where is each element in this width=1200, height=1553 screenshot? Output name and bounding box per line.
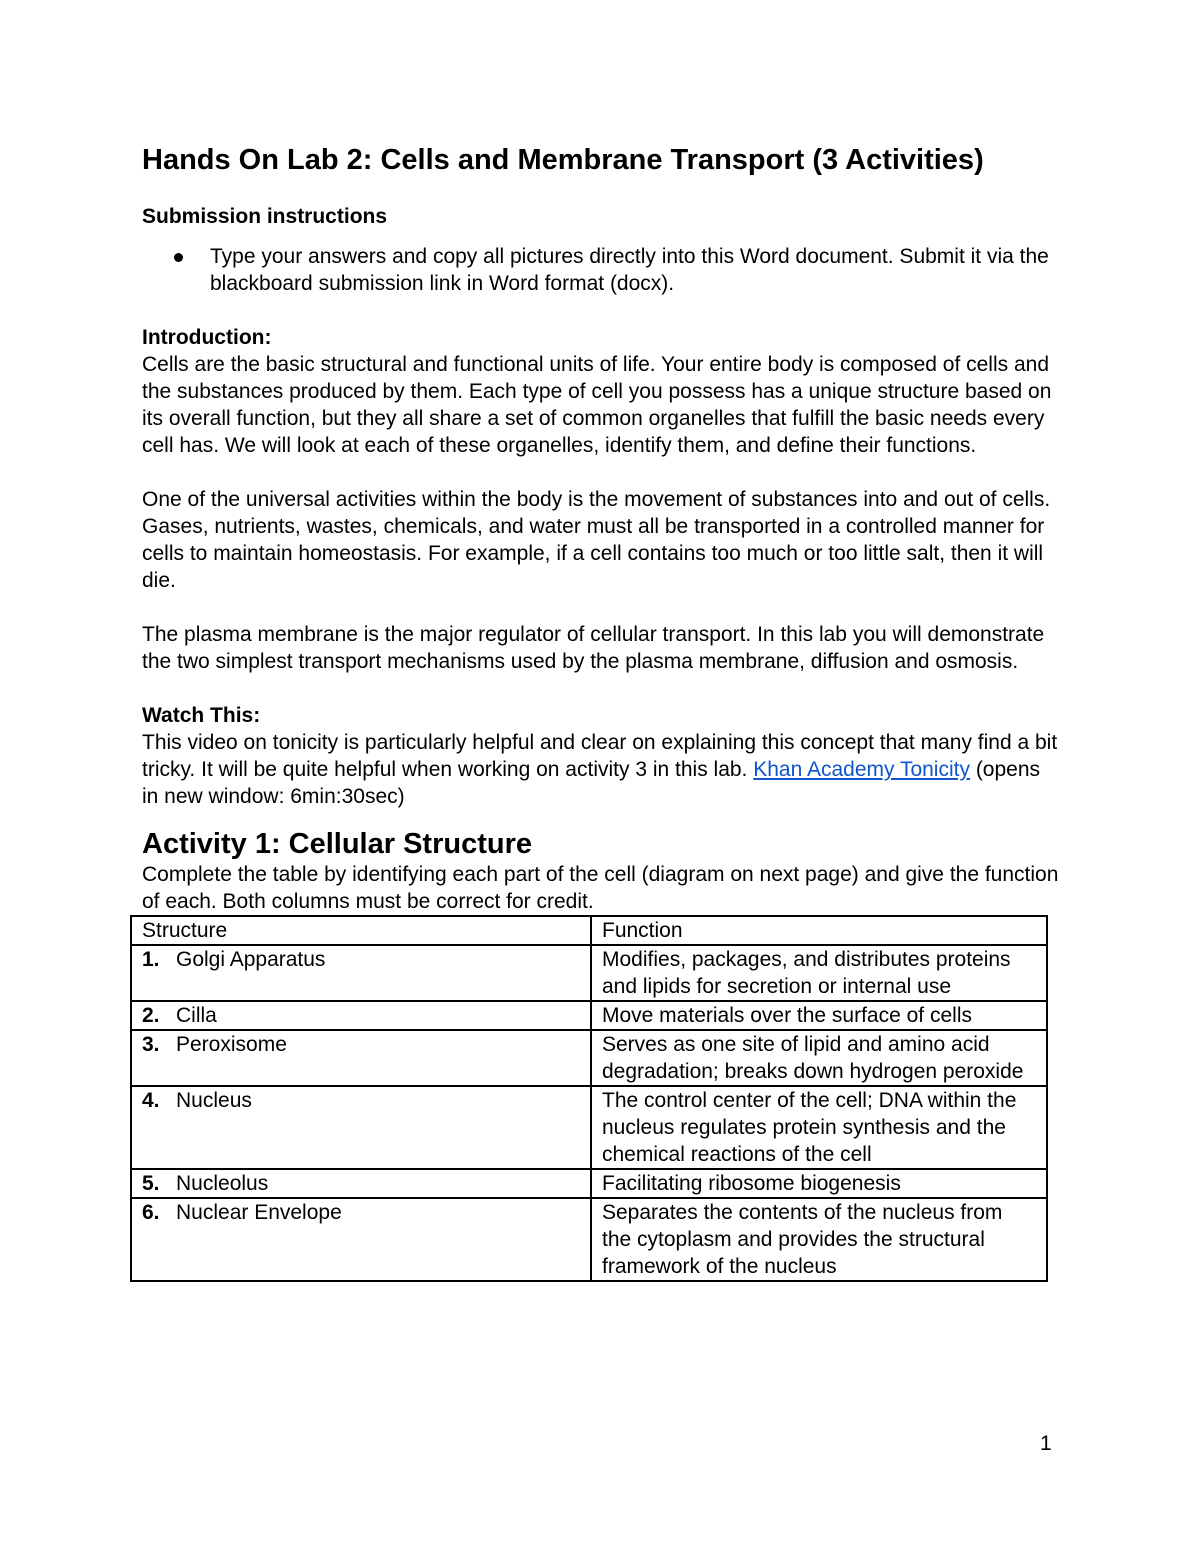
intro-paragraph-3: The plasma membrane is the major regulator of cellular transport. In this lab you will demonstrate the two simplest transport mechanisms used by the plasma membrane, diffusion and osmosis. (142, 623, 1045, 673)
table-row (131, 1001, 1047, 1030)
structure-cell[interactable]: 3. Peroxisome (131, 1030, 591, 1086)
row-number: 4. (142, 1089, 160, 1112)
row-number: 6. (142, 1201, 160, 1224)
structure-cell[interactable]: 4. Nucleus (131, 1086, 591, 1169)
function-cell[interactable]: Move materials over the surface of cells (591, 1001, 1047, 1030)
row-number: 3. (142, 1033, 160, 1056)
column-header-function: Function (591, 916, 1047, 945)
activity1-heading: Activity 1: Cellular Structure (142, 828, 532, 860)
introduction-heading: Introduction: (142, 326, 272, 349)
structure-cell[interactable]: 5. Nucleolus (131, 1169, 591, 1198)
function-cell[interactable]: The control center of the cell; DNA within the nucleus regulates protein synthesis and the chemical reactions of the cell (591, 1086, 1047, 1169)
table-row (131, 945, 1047, 1001)
structure-cell[interactable]: 6. Nuclear Envelope (131, 1198, 591, 1281)
function-cell[interactable]: Separates the contents of the nucleus from the cytoplasm and provides the structural framework of the nucleus (591, 1198, 1047, 1281)
table-row (131, 1169, 1047, 1198)
bullet-icon (174, 253, 183, 262)
row-number: 1. (142, 948, 160, 971)
row-number: 5. (142, 1172, 160, 1195)
table-row (131, 1198, 1047, 1281)
page-number: 1 (1040, 1432, 1052, 1455)
table-row (131, 1086, 1047, 1169)
intro-paragraph-1: Cells are the basic structural and functional units of life. Your entire body is composed of cells and the substances produced by them. Each type of cell you possess has a unique structure based on its overall function, but they all share a set of common organelles that fulfill the basic needs every cell has. We will look at each of these organelles, identify them, and define their functions. (142, 353, 1052, 457)
function-cell[interactable]: Facilitating ribosome biogenesis (591, 1169, 1047, 1198)
submission-item: Type your answers and copy all pictures directly into this Word document. Submit it via the blackboard submission link in Word format (docx). (142, 243, 1062, 297)
khan-academy-link[interactable]: Khan Academy Tonicity (753, 758, 970, 781)
structure-cell[interactable]: 2. Cilla (131, 1001, 591, 1030)
watch-heading: Watch This: (142, 704, 261, 727)
document-page (142, 140, 1062, 1282)
column-header-structure: Structure (131, 916, 591, 945)
submission-list (142, 243, 1062, 297)
table-header-row (131, 916, 1047, 945)
function-cell[interactable]: Serves as one site of lipid and amino acid degradation; breaks down hydrogen peroxide (591, 1030, 1047, 1086)
submission-heading: Submission instructions (142, 205, 388, 228)
structure-cell[interactable]: 1. Golgi Apparatus (131, 945, 591, 1001)
table-row (131, 1030, 1047, 1086)
function-cell[interactable]: Modifies, packages, and distributes proteins and lipids for secretion or internal use (591, 945, 1047, 1001)
row-number: 2. (142, 1004, 160, 1027)
watch-paragraph: This video on tonicity is particularly helpful and clear on explaining this concept that many find a bit tricky. It will be quite helpful when working on activity 3 in this lab. Khan Academy Tonicity (opens in new window: 6min:30sec) (142, 731, 1058, 808)
intro-paragraph-2: One of the universal activities within the body is the movement of substances into and out of cells. Gases, nutrients, wastes, chemicals, and water must all be transported in a controlled manner for cells to maintain homeostasis. For example, if a cell contains too much or too little salt, then it will die. (142, 488, 1051, 592)
document-title: Hands On Lab 2: Cells and Membrane Transport (3 Activities) (142, 144, 984, 176)
cell-structure-table (130, 915, 1048, 1282)
activity1-instructions: Complete the table by identifying each part of the cell (diagram on next page) and give the function of each. Both columns must be correct for credit. (142, 863, 1059, 913)
